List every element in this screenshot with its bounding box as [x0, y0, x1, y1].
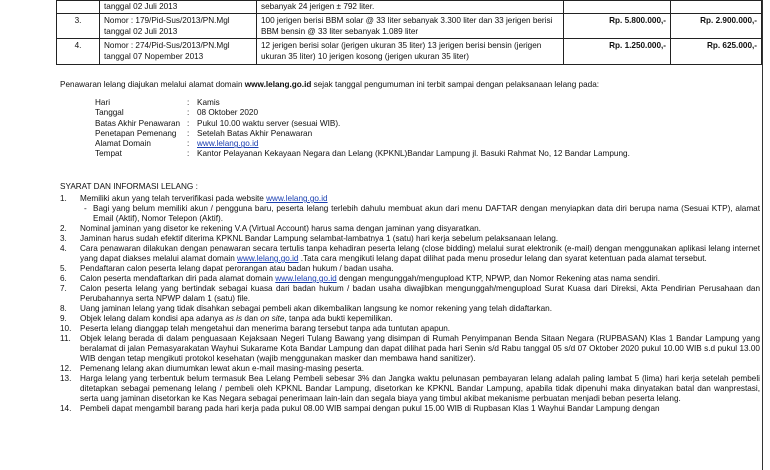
list-item: 5. Pendaftaran calon peserta lelang dapat perorangan atau badan hukum / badan usaha.	[60, 264, 394, 273]
detail-value: Pukul 10.00 waktu server (sesuai WIB).	[197, 118, 341, 128]
detail-label: Batas Akhir Penawaran	[95, 118, 181, 128]
lot-number: 3.	[57, 14, 100, 39]
limit-value	[564, 1, 671, 14]
court-decision: Nomor : 274/Pid-Sus/2013/PN.Mgl tanggal 07 Nopember 2013	[100, 39, 257, 65]
detail-row: Tanggal : 08 Oktober 2020	[95, 108, 760, 118]
limit-value: Rp. 1.250.000,-	[564, 39, 671, 65]
detail-label: Alamat Domain	[95, 139, 151, 149]
domain-link[interactable]: www.lelang.go.id	[197, 139, 259, 149]
terms-list	[60, 194, 760, 414]
deposit-value: Rp. 625.000,-	[671, 39, 762, 65]
auction-details	[95, 98, 760, 160]
list-item: 10. Peserta lelang dianggap telah mengetahui dan menerima barang tersebut tanpa ada tuntutan apapun.	[60, 324, 451, 333]
court-decision: tanggal 02 Juli 2013	[100, 1, 257, 14]
detail-value: 08 Oktober 2020	[197, 108, 258, 118]
list-item: 3. Jaminan harus sudah efektif diterima KPKNL Bandar Lampung selambat-lambatnya 1 (satu) hari kerja sebelum pelaksanaan lelang.	[60, 234, 559, 243]
list-item: 4. Cara penawaran dilakukan dengan penawaran secara tertulis tanpa kehadiran peserta lelang (close bidding) melalui surat elektronik (e-mail) dengan menggunakan aplikasi lelang internet yang dapat diakses melalui alamat domain www.lelang.go.id .Tata cara mengikuti lelang dapat dilihat pada menu prosedur lelang dan syarat ketentuan pada alamat tersebut.	[60, 244, 760, 263]
list-item: 2. Nominal jaminan yang disetor ke rekening V.A (Virtual Account) harus sama dengan jaminan yang disyaratkan.	[60, 224, 481, 233]
terms-heading: SYARAT DAN INFORMASI LELANG :	[60, 182, 198, 191]
detail-row: Alamat Domain : www.lelang.go.id	[95, 139, 760, 149]
list-item: 13. Harga lelang yang terbentuk belum termasuk Bea Lelang Pembeli sebesar 3% dan Jangka waktu pelunasan pembayaran lelang adalah paling lambat 5 (lima) hari kerja setelah pembeli ditetapkan sebagai pemenang lelang / pembeli oleh KPKNL Bandar Lampung, disetorkan ke KPKNL Bandar Lampung, apabila tidak dipenuhi maka dinyatakan batal dan wanprestasi, serta uang jaminan disetorkan ke Kas Negara sebagai penerimaan lain-lain dan segala biaya yang timbul akibat mekanisme perbuatan menjadi beban peserta lelang.	[60, 374, 760, 403]
court-decision: Nomor : 179/Pid-Sus/2013/PN.Mgl tanggal 02 Juli 2013	[100, 14, 257, 39]
domain-link[interactable]: www.lelang.go.id	[237, 254, 299, 263]
table-row	[57, 14, 762, 39]
intro-paragraph: Penawaran lelang diajukan melalui alamat domain www.lelang.go.id sejak tanggal pengumuman ini terbit sampai dengan pelaksanaan lelang pada:	[60, 80, 600, 89]
table-row	[57, 1, 762, 14]
list-item: 8. Uang jaminan lelang yang tidak disahkan sebagai pembeli akan dikembalikan langsung ke nomor rekening yang telah didaftarkan.	[60, 304, 552, 313]
detail-label: Penetapan Pemenang	[95, 128, 177, 138]
list-item: 11. Objek lelang berada di dalam penguasaan Kejaksaan Negeri Tulang Bawang yang disimpan di Rumah Penyimpanan Benda Sitaan Negara (RUPBASAN) Klas 1 Bandar Lampung yang beralamat di jalan Pemasyarakatan Wayhui Sukarame Kota Bandar Lampung dan dapat dilihat pada hari Senin s/d Rabu tanggal 05 s/d 07 Oktober 2020 pukul 10.00 WIB s.d pukul 13.00 WIB dengan tetap mengikuti protokol kesehatan (wajib menggunakan masker dan membawa hand sanitizer).	[60, 334, 760, 363]
list-item: 14. Pembeli dapat mengambil barang pada hari kerja pada pukul 08.00 WIB sampai dengan pukul 15.00 WIB di Rupbasan Klas 1 Wayhui Bandar Lampung dengan	[60, 404, 660, 413]
lot-description: 100 jerigen berisi BBM solar @ 33 liter sebanyak 3.300 liter dan 33 jerigen berisi BBM bensin @ 33 liter sebanyak 1.089 liter	[257, 14, 564, 39]
lot-description: 12 jerigen berisi solar (jerigen ukuran 35 liter) 13 jerigen berisi bensin (jerigen ukuran 35 liter) 10 jerigen kosong (jerigen ukuran 35 liter)	[257, 39, 564, 65]
domain-link[interactable]: www.lelang.go.id	[275, 274, 337, 283]
deposit-value: Rp. 2.900.000,-	[671, 14, 762, 39]
domain-link[interactable]: www.lelang.go.id	[266, 194, 328, 203]
page-border	[762, 0, 763, 470]
lot-description: sebanyak 24 jerigen ± 792 liter.	[257, 1, 564, 14]
limit-value: Rp. 5.800.000,-	[564, 14, 671, 39]
detail-row: Batas Akhir Penawaran : Pukul 10.00 waktu server (sesuai WIB).	[95, 119, 760, 129]
detail-value: Kantor Pelayanan Kekayaan Negara dan Lelang (KPKNL)Bandar Lampung jl. Basuki Rahmat No, 12 Bandar Lampung.	[197, 149, 630, 159]
detail-row: Hari : Kamis	[95, 98, 760, 108]
detail-value: Kamis	[197, 98, 220, 107]
list-subitem: - Bagi yang belum memiliki akun / pengguna baru, peserta lelang terlebih dahulu membuat akun dari menu DAFTAR dengan menyiapkan data diri berupa nama (Sesuai KTP), alamat Email (Aktif), Nomor Telepon (Aktif).	[84, 204, 760, 223]
detail-label: Tempat	[95, 149, 122, 159]
lot-number: 4.	[57, 39, 100, 65]
table-row	[57, 39, 762, 65]
list-item: 7. Calon peserta lelang yang bertindak sebagai kuasa dari badan hukum / badan usaha diwajibkan mengunggah/mengupload Surat Kuasa dari Direksi, Akta Pendirian Perusahaan dan Perubahannya serta NPWP dalam 1 (satu) file.	[60, 284, 760, 303]
domain-link[interactable]: www.lelang.go.id	[244, 80, 312, 89]
list-item: 12. Pemenang lelang akan diumumkan lewat akun e-mail masing-masing peserta.	[60, 364, 364, 373]
list-item: 9. Objek lelang dalam kondisi apa adanya as is dan on site, tanpa ada bukti kepemilikan.	[60, 314, 393, 323]
list-item: 1. Memiliki akun yang telah terverifikasi pada website www.lelang.go.id	[60, 194, 328, 203]
detail-value: Setelah Batas Akhir Penawaran	[197, 128, 313, 138]
detail-row: Tempat : Kantor Pelayanan Kekayaan Negara dan Lelang (KPKNL)Bandar Lampung jl. Basuki Rahmat No, 12 Bandar Lampung.	[95, 149, 760, 159]
detail-row: Penetapan Pemenang : Setelah Batas Akhir Penawaran	[95, 129, 760, 139]
lot-table	[56, 0, 762, 65]
detail-label: Hari	[95, 98, 111, 107]
list-item: 6. Calon peserta mendaftarkan diri pada alamat domain www.lelang.go.id dengan mengunggah/mengupload KTP, NPWP, dan Nomor Rekening atas nama sendiri.	[60, 274, 661, 283]
detail-label: Tanggal	[95, 108, 124, 118]
lot-number	[57, 1, 100, 14]
deposit-value	[671, 1, 762, 14]
